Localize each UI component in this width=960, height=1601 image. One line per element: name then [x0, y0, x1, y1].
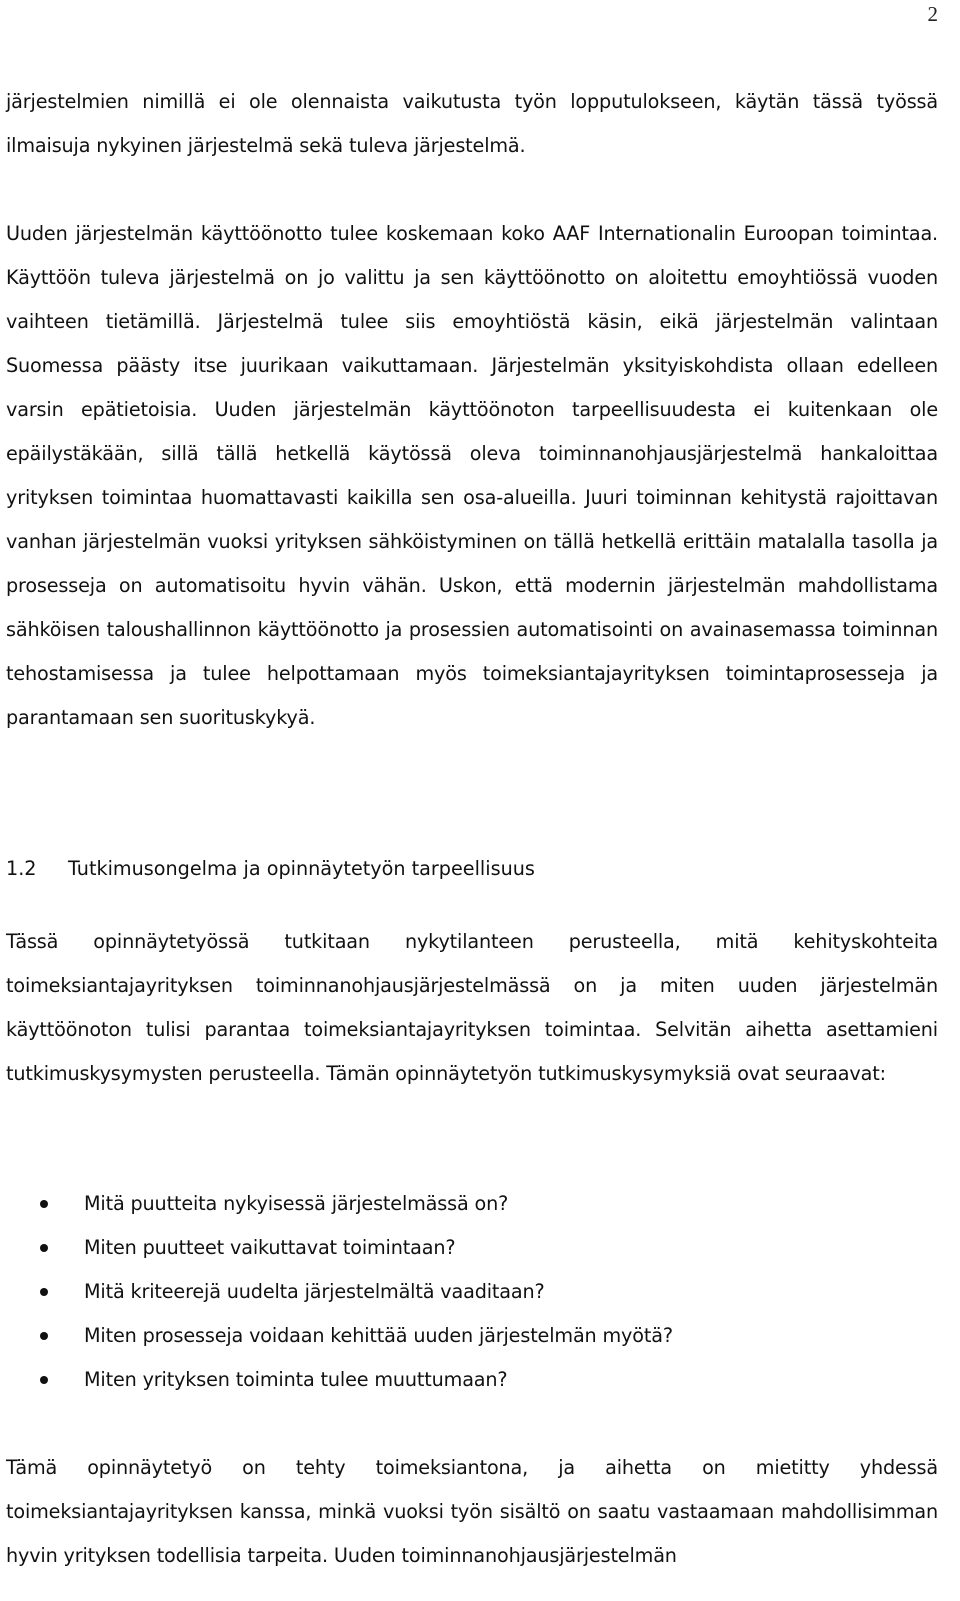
list-item-text: Miten yrityksen toiminta tulee muuttumaan?	[84, 1368, 508, 1391]
list-item-text: Mitä kriteerejä uudelta järjestelmältä vaaditaan?	[84, 1280, 545, 1303]
paragraph-intro-continuation: järjestelmien nimillä ei ole olennaista vaikutusta työn lopputulokseen, käytän tässä työssä ilmaisuja nykyinen järjestelmä sekä tuleva järjestelmä.	[6, 90, 938, 157]
bullet-icon	[40, 1200, 48, 1208]
list-item	[6, 1182, 938, 1226]
list-item-text: Miten puutteet vaikuttavat toimintaan?	[84, 1236, 456, 1259]
section-number: 1.2	[6, 857, 37, 880]
paragraph-system-deployment: Uuden järjestelmän käyttöönotto tulee koskemaan koko AAF Internationalin Euroopan toimintaa. Käyttöön tuleva järjestelmä on jo valittu ja sen käyttöönotto on aloitettu emoyhtiössä vuoden vaihteen tietämillä. Järjestelmä tulee siis emoyhtiöstä käsin, eikä järjestelmän valintaan Suomessa päästy itse juurikaan vaikuttamaan. Järjestelmän yksityiskohdista ollaan edelleen varsin epätietoisia. Uuden järjestelmän käyttöönoton tarpeellisuudesta ei kuitenkaan ole epäilystäkään, sillä tällä hetkellä käytössä oleva toiminnanohjausjärjestelmä hankaloittaa yrityksen toimintaa huomattavasti kaikilla sen osa-alueilla. Juuri toiminnan kehitystä rajoittavan vanhan järjestelmän vuoksi yrityksen sähköistyminen on tällä hetkellä erittäin matalalla tasolla ja prosesseja on automatisoitu hyvin vähän. Uskon, että modernin järjestelmän mahdollistama sähköisen taloushallinnon käyttöönotto ja prosessien automatisointi on avainasemassa toiminnan tehostamisessa ja tulee helpottamaan myös toimeksiantajayrityksen toimintaprosesseja ja parantamaan sen suorituskykyä.	[6, 222, 938, 729]
research-questions-list	[6, 1182, 938, 1402]
bullet-icon	[40, 1332, 48, 1340]
list-item	[6, 1226, 938, 1270]
bullet-icon	[40, 1244, 48, 1252]
list-item-text: Mitä puutteita nykyisessä järjestelmässä on?	[84, 1192, 509, 1215]
section-title: Tutkimusongelma ja opinnäytetyön tarpeellisuus	[68, 857, 535, 880]
bullet-icon	[40, 1376, 48, 1384]
list-item	[6, 1358, 938, 1402]
list-item	[6, 1270, 938, 1314]
section-heading	[6, 847, 938, 891]
paragraph-research-problem: Tässä opinnäytetyössä tutkitaan nykytilanteen perusteella, mitä kehityskohteita toimeksiantajayrityksen toiminnanohjausjärjestelmässä on ja miten uuden järjestelmän käyttöönoton tulisi parantaa toimeksiantajayrityksen toimintaa. Selvitän aihetta asettamieni tutkimuskysymysten perusteella. Tämän opinnäytetyön tutkimuskysymyksiä ovat seuraavat:	[6, 930, 938, 1085]
list-item	[6, 1314, 938, 1358]
paragraph-commission: Tämä opinnäytetyö on tehty toimeksiantona, ja aihetta on mietitty yhdessä toimeksiantajayrityksen kanssa, minkä vuoksi työn sisältö on saatu vastaamaan mahdollisimman hyvin yrityksen todellisia tarpeita. Uuden toiminnanohjausjärjestelmän	[6, 1456, 938, 1567]
page-number: 2	[927, 2, 938, 26]
list-item-text: Miten prosesseja voidaan kehittää uuden järjestelmän myötä?	[84, 1324, 673, 1347]
bullet-icon	[40, 1288, 48, 1296]
